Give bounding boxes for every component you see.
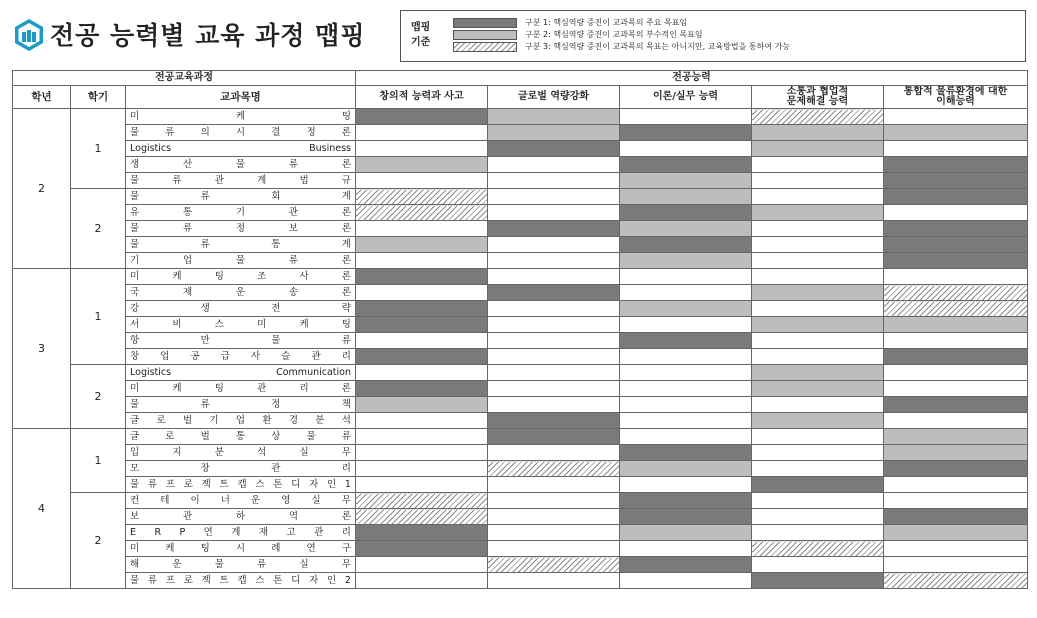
mapping-cell-competency-2 (488, 301, 620, 317)
mapping-cell-competency-3 (620, 141, 752, 157)
course-name-cell (126, 381, 356, 397)
mapping-cell-competency-2 (488, 221, 620, 237)
mapping-cell-competency-5 (884, 365, 1028, 381)
mapping-cell-competency-5 (884, 493, 1028, 509)
mapping-cell-competency-2 (488, 109, 620, 125)
mapping-cell-competency-5 (884, 509, 1028, 525)
mapping-cell-competency-3 (620, 237, 752, 253)
mapping-cell-competency-3 (620, 461, 752, 477)
course-name-cell (126, 477, 356, 493)
semester-cell: 2 (71, 189, 126, 269)
mapping-cell-competency-3 (620, 125, 752, 141)
mapping-cell-competency-5 (884, 189, 1028, 205)
mapping-cell-competency-1 (356, 189, 488, 205)
mapping-cell-competency-1 (356, 397, 488, 413)
mapping-cell-competency-4 (752, 461, 884, 477)
col-header-competency-3: 이론/실무 능력 (620, 86, 752, 109)
year-cell: 4 (13, 429, 71, 589)
mapping-cell-competency-1 (356, 333, 488, 349)
mapping-cell-competency-4 (752, 429, 884, 445)
mapping-cell-competency-3 (620, 157, 752, 173)
course-name: 물 류 회 계 (130, 190, 351, 202)
table-row (13, 573, 1028, 589)
table-row (13, 413, 1028, 429)
mapping-cell-competency-4 (752, 541, 884, 557)
table-row (13, 221, 1028, 237)
mapping-cell-competency-1 (356, 253, 488, 269)
mapping-cell-competency-5 (884, 317, 1028, 333)
mapping-cell-competency-2 (488, 349, 620, 365)
mapping-cell-competency-2 (488, 557, 620, 573)
table-row (13, 461, 1028, 477)
col-header-competency-4: 소통과 협업적 문제해결 능력 (752, 86, 884, 109)
table-row (13, 157, 1028, 173)
course-name-cell (126, 253, 356, 269)
mapping-cell-competency-1 (356, 205, 488, 221)
table-row (13, 333, 1028, 349)
course-name: 물 류 정 책 (130, 398, 351, 410)
mapping-cell-competency-1 (356, 269, 488, 285)
mapping-cell-competency-4 (752, 477, 884, 493)
mapping-cell-competency-2 (488, 493, 620, 509)
course-name: 글 로 벌 통 상 물 류 (130, 430, 351, 442)
course-name-cell (126, 365, 356, 381)
mapping-cell-competency-2 (488, 429, 620, 445)
table-row (13, 173, 1028, 189)
course-name-cell (126, 509, 356, 525)
table-group-header-row (13, 71, 1028, 86)
course-name: 물 류 정 보 론 (130, 222, 351, 234)
mapping-cell-competency-4 (752, 557, 884, 573)
semester-cell: 1 (71, 429, 126, 493)
course-name: 미 케 팅 관 리 론 (130, 382, 351, 394)
mapping-cell-competency-5 (884, 269, 1028, 285)
mapping-cell-competency-5 (884, 461, 1028, 477)
page-header (12, 4, 1027, 68)
semester-cell: 1 (71, 269, 126, 365)
mapping-cell-competency-5 (884, 573, 1028, 589)
course-name-cell (126, 189, 356, 205)
course-name: 글 로 벌 기 업 환 경 분 석 (130, 414, 351, 426)
mapping-cell-competency-4 (752, 189, 884, 205)
mapping-cell-competency-2 (488, 157, 620, 173)
course-name: 모 장 관 리 (130, 462, 351, 474)
mapping-cell-competency-5 (884, 333, 1028, 349)
mapping-cell-competency-3 (620, 381, 752, 397)
course-name: 유 통 기 관 론 (130, 206, 351, 218)
col-header-competency-1: 창의적 능력과 사고 (356, 86, 488, 109)
mapping-cell-competency-2 (488, 397, 620, 413)
course-name-cell (126, 525, 356, 541)
table-row (13, 125, 1028, 141)
table-row (13, 141, 1028, 157)
table-row (13, 509, 1028, 525)
mapping-cell-competency-5 (884, 349, 1028, 365)
course-name-cell (126, 237, 356, 253)
mapping-cell-competency-4 (752, 525, 884, 541)
mapping-cell-competency-2 (488, 125, 620, 141)
mapping-cell-competency-2 (488, 253, 620, 269)
mapping-cell-competency-2 (488, 189, 620, 205)
course-name-cell (126, 573, 356, 589)
mapping-cell-competency-1 (356, 317, 488, 333)
university-logo-icon (12, 18, 46, 52)
mapping-cell-competency-2 (488, 269, 620, 285)
col-header-competency-2: 글로벌 역량강화 (488, 86, 620, 109)
mapping-cell-competency-1 (356, 349, 488, 365)
table-row (13, 365, 1028, 381)
course-name-cell (126, 221, 356, 237)
mapping-cell-competency-2 (488, 381, 620, 397)
mapping-cell-competency-3 (620, 285, 752, 301)
mapping-legend (400, 10, 1026, 62)
mapping-cell-competency-4 (752, 109, 884, 125)
mapping-cell-competency-1 (356, 509, 488, 525)
mapping-cell-competency-5 (884, 429, 1028, 445)
course-name-cell (126, 461, 356, 477)
mapping-cell-competency-4 (752, 253, 884, 269)
mapping-cell-competency-4 (752, 317, 884, 333)
mapping-cell-competency-1 (356, 493, 488, 509)
mapping-cell-competency-4 (752, 573, 884, 589)
mapping-cell-competency-3 (620, 173, 752, 189)
table-row (13, 269, 1028, 285)
mapping-cell-competency-1 (356, 285, 488, 301)
course-name: 항 만 물 류 (130, 334, 351, 346)
course-name-cell (126, 493, 356, 509)
course-name-cell (126, 349, 356, 365)
mapping-cell-competency-5 (884, 125, 1028, 141)
mapping-cell-competency-3 (620, 413, 752, 429)
mapping-cell-competency-3 (620, 477, 752, 493)
table-row (13, 301, 1028, 317)
mapping-cell-competency-2 (488, 573, 620, 589)
course-name-cell (126, 157, 356, 173)
course-name: 생 산 물 류 론 (130, 158, 351, 170)
course-name: Logistics Business (130, 142, 351, 154)
mapping-cell-competency-5 (884, 525, 1028, 541)
course-name: 국 제 운 송 론 (130, 286, 351, 298)
course-name: 보 관 하 역 론 (130, 510, 351, 522)
course-name: Logistics Communication (130, 366, 351, 378)
table-row (13, 429, 1028, 445)
legend-label-line2: 기준 (411, 37, 431, 48)
mapping-cell-competency-2 (488, 477, 620, 493)
course-name: 미 케 팅 조 사 론 (130, 270, 351, 282)
course-name-cell (126, 413, 356, 429)
mapping-cell-competency-1 (356, 461, 488, 477)
mapping-cell-competency-4 (752, 237, 884, 253)
mapping-cell-competency-3 (620, 221, 752, 237)
group-header-curriculum: 전공교육과정 (13, 71, 356, 86)
mapping-cell-competency-4 (752, 493, 884, 509)
course-name-cell (126, 301, 356, 317)
mapping-cell-competency-2 (488, 525, 620, 541)
course-name: 입 지 분 석 실 무 (130, 446, 351, 458)
mapping-cell-competency-3 (620, 429, 752, 445)
mapping-cell-competency-2 (488, 461, 620, 477)
mapping-cell-competency-2 (488, 173, 620, 189)
table-row (13, 525, 1028, 541)
mapping-cell-competency-5 (884, 173, 1028, 189)
mapping-cell-competency-5 (884, 397, 1028, 413)
mapping-cell-competency-4 (752, 205, 884, 221)
legend-swatch-level3 (453, 42, 517, 52)
mapping-cell-competency-3 (620, 509, 752, 525)
mapping-cell-competency-5 (884, 141, 1028, 157)
legend-label (411, 20, 430, 50)
legend-swatch-level1 (453, 18, 517, 28)
mapping-cell-competency-4 (752, 397, 884, 413)
mapping-cell-competency-5 (884, 477, 1028, 493)
mapping-cell-competency-1 (356, 221, 488, 237)
mapping-cell-competency-4 (752, 445, 884, 461)
mapping-cell-competency-5 (884, 557, 1028, 573)
course-name: 해 운 물 류 실 무 (130, 558, 351, 570)
mapping-cell-competency-2 (488, 237, 620, 253)
mapping-cell-competency-5 (884, 541, 1028, 557)
semester-cell: 2 (71, 493, 126, 589)
mapping-cell-competency-3 (620, 317, 752, 333)
mapping-cell-competency-1 (356, 557, 488, 573)
course-name-cell (126, 141, 356, 157)
table-row (13, 205, 1028, 221)
mapping-cell-competency-5 (884, 445, 1028, 461)
mapping-cell-competency-4 (752, 349, 884, 365)
mapping-cell-competency-3 (620, 349, 752, 365)
table-row (13, 445, 1028, 461)
mapping-cell-competency-1 (356, 141, 488, 157)
mapping-cell-competency-2 (488, 205, 620, 221)
course-name: 창 업 공 급 사 슬 관 리 (130, 350, 351, 362)
course-name: E R P 연 계 재 고 관 리 (130, 526, 351, 538)
mapping-cell-competency-4 (752, 413, 884, 429)
mapping-cell-competency-2 (488, 141, 620, 157)
course-name-cell (126, 317, 356, 333)
course-name: 서 비 스 미 케 팅 (130, 318, 351, 330)
legend-text-level2: 구분 2: 핵심역량 증진이 교과목의 부수적인 목표임 (525, 30, 703, 39)
mapping-cell-competency-3 (620, 493, 752, 509)
mapping-cell-competency-2 (488, 413, 620, 429)
course-name: 미 케 팅 (130, 110, 351, 122)
mapping-cell-competency-1 (356, 445, 488, 461)
course-name-cell (126, 285, 356, 301)
mapping-cell-competency-5 (884, 205, 1028, 221)
mapping-cell-competency-1 (356, 381, 488, 397)
mapping-cell-competency-3 (620, 109, 752, 125)
curriculum-mapping-table (12, 70, 1028, 589)
mapping-cell-competency-2 (488, 333, 620, 349)
mapping-cell-competency-2 (488, 365, 620, 381)
mapping-cell-competency-4 (752, 509, 884, 525)
course-name-cell (126, 541, 356, 557)
mapping-cell-competency-1 (356, 301, 488, 317)
mapping-cell-competency-1 (356, 109, 488, 125)
group-header-competency: 전공능력 (356, 71, 1028, 86)
mapping-cell-competency-3 (620, 189, 752, 205)
mapping-cell-competency-1 (356, 541, 488, 557)
table-row (13, 541, 1028, 557)
course-name: 물 류 프 로 젝 트 캡 스 톤 디 자 인 1 (130, 478, 351, 490)
course-name-cell (126, 269, 356, 285)
col-header-competency-5: 통합적 물류환경에 대한 이해능력 (884, 86, 1028, 109)
mapping-cell-competency-5 (884, 253, 1028, 269)
table-row (13, 397, 1028, 413)
course-name: 물 류 통 계 (130, 238, 351, 250)
year-cell: 2 (13, 109, 71, 269)
course-name: 물 류 관 계 법 규 (130, 174, 351, 186)
mapping-cell-competency-4 (752, 301, 884, 317)
mapping-cell-competency-3 (620, 269, 752, 285)
mapping-cell-competency-5 (884, 109, 1028, 125)
legend-text-level3: 구분 3: 핵심역량 증진이 교과목의 목표는 아니지만, 교육방법을 통하여 가능 (525, 42, 791, 51)
course-name: 물 류 프 로 젝 트 캡 스 톤 디 자 인 2 (130, 574, 351, 586)
table-row (13, 317, 1028, 333)
mapping-cell-competency-2 (488, 445, 620, 461)
mapping-cell-competency-4 (752, 269, 884, 285)
mapping-cell-competency-1 (356, 125, 488, 141)
course-name-cell (126, 557, 356, 573)
table-row (13, 381, 1028, 397)
table-row (13, 237, 1028, 253)
course-name: 강 생 전 략 (130, 302, 351, 314)
mapping-cell-competency-1 (356, 237, 488, 253)
mapping-cell-competency-3 (620, 557, 752, 573)
table-body (13, 109, 1028, 589)
legend-text-level1: 구분 1: 핵심역량 증진이 교과목의 주요 목표임 (525, 18, 688, 27)
mapping-cell-competency-5 (884, 381, 1028, 397)
table-row (13, 557, 1028, 573)
mapping-cell-competency-3 (620, 205, 752, 221)
course-name-cell (126, 445, 356, 461)
mapping-cell-competency-1 (356, 573, 488, 589)
course-name: 기 업 물 류 론 (130, 254, 351, 266)
legend-swatch-level2 (453, 30, 517, 40)
mapping-cell-competency-3 (620, 541, 752, 557)
mapping-cell-competency-3 (620, 301, 752, 317)
table-row (13, 253, 1028, 269)
mapping-cell-competency-3 (620, 333, 752, 349)
mapping-cell-competency-1 (356, 429, 488, 445)
col-header-semester: 학기 (71, 86, 126, 109)
mapping-cell-competency-4 (752, 221, 884, 237)
course-name-cell (126, 173, 356, 189)
semester-cell: 1 (71, 109, 126, 189)
course-name: 컨 테 이 너 운 영 실 무 (130, 494, 351, 506)
year-cell: 3 (13, 269, 71, 429)
mapping-cell-competency-3 (620, 397, 752, 413)
mapping-cell-competency-1 (356, 525, 488, 541)
table-column-header-row (13, 86, 1028, 109)
mapping-cell-competency-4 (752, 381, 884, 397)
mapping-cell-competency-5 (884, 221, 1028, 237)
course-name-cell (126, 333, 356, 349)
table-row (13, 493, 1028, 509)
mapping-cell-competency-3 (620, 525, 752, 541)
table-row (13, 189, 1028, 205)
mapping-cell-competency-4 (752, 125, 884, 141)
mapping-cell-competency-4 (752, 285, 884, 301)
table-row (13, 109, 1028, 125)
course-name-cell (126, 397, 356, 413)
mapping-cell-competency-5 (884, 301, 1028, 317)
semester-cell: 2 (71, 365, 126, 429)
mapping-cell-competency-3 (620, 253, 752, 269)
mapping-cell-competency-3 (620, 445, 752, 461)
mapping-cell-competency-1 (356, 173, 488, 189)
col-header-year: 학년 (13, 86, 71, 109)
mapping-cell-competency-4 (752, 157, 884, 173)
mapping-cell-competency-4 (752, 141, 884, 157)
mapping-cell-competency-1 (356, 477, 488, 493)
mapping-cell-competency-4 (752, 173, 884, 189)
course-name-cell (126, 429, 356, 445)
legend-label-line1: 맵핑 (411, 22, 431, 33)
mapping-cell-competency-2 (488, 541, 620, 557)
mapping-cell-competency-5 (884, 413, 1028, 429)
mapping-cell-competency-1 (356, 157, 488, 173)
course-name: 물 류 의 시 결 정 론 (130, 126, 351, 138)
mapping-cell-competency-5 (884, 285, 1028, 301)
col-header-course: 교과목명 (126, 86, 356, 109)
page-title: 전공 능력별 교육 과정 맵핑 (50, 21, 366, 50)
mapping-cell-competency-2 (488, 317, 620, 333)
table-row (13, 349, 1028, 365)
course-name-cell (126, 125, 356, 141)
mapping-cell-competency-3 (620, 365, 752, 381)
mapping-cell-competency-1 (356, 413, 488, 429)
mapping-cell-competency-4 (752, 365, 884, 381)
course-name-cell (126, 109, 356, 125)
mapping-cell-competency-5 (884, 237, 1028, 253)
mapping-cell-competency-5 (884, 157, 1028, 173)
mapping-cell-competency-1 (356, 365, 488, 381)
course-name: 미 케 팅 시 례 연 구 (130, 542, 351, 554)
mapping-cell-competency-4 (752, 333, 884, 349)
table-row (13, 477, 1028, 493)
course-name-cell (126, 205, 356, 221)
table-row (13, 285, 1028, 301)
mapping-cell-competency-3 (620, 573, 752, 589)
mapping-cell-competency-2 (488, 285, 620, 301)
mapping-cell-competency-2 (488, 509, 620, 525)
